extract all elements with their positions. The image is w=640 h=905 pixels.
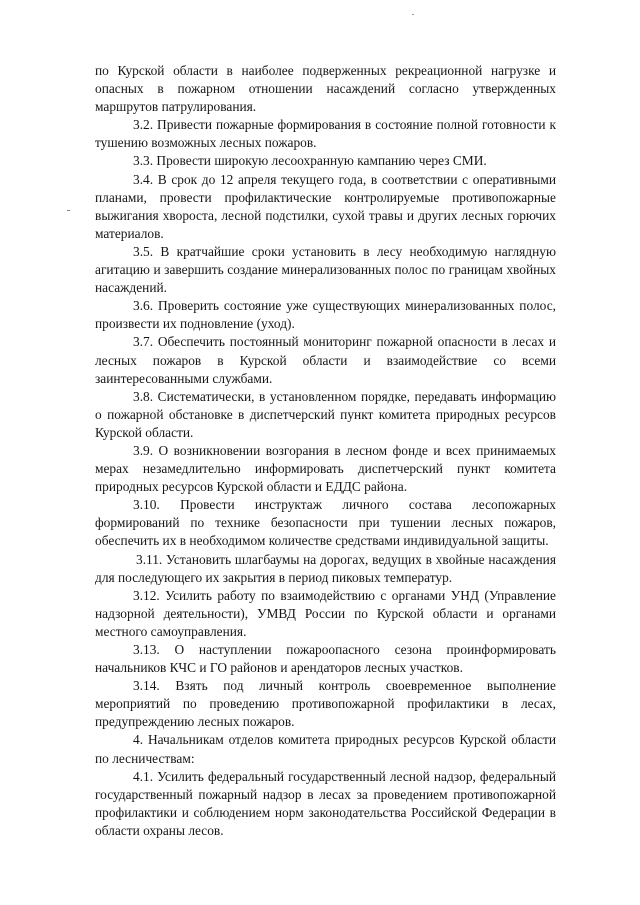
paragraph-3-13: 3.13. О наступлении пожароопасного сезона проинформировать начальников КЧС и ГО районов и арендаторов лесных участков. <box>95 642 556 676</box>
paragraph-3-10: 3.10. Провести инструктаж личного состава лесопожарных формирований по технике безопасности при тушении лесных пожаров, обеспечить их в необходимом количестве средствами индивидуальной защиты. <box>95 497 556 549</box>
scan-artifact-top <box>412 14 414 15</box>
scan-artifact-margin <box>67 210 70 211</box>
paragraph-3-6: 3.6. Проверить состояние уже существующих минерализованных полос, произвести их подновление (уход). <box>95 298 556 332</box>
document-page <box>95 62 556 840</box>
paragraph-continuation: по Курской области в наиболее подверженных рекреационной нагрузке и опасных в пожарном отношении насаждений согласно утвержденных маршрутов патрулирования. <box>95 63 556 115</box>
paragraph-3-2: 3.2. Привести пожарные формирования в состояние полной готовности к тушению возможных лесных пожаров. <box>95 117 556 151</box>
paragraph-3-14: 3.14. Взять под личный контроль своевременное выполнение мероприятий по проведению противопожарной профилактики в лесах, предупреждению лесных пожаров. <box>95 678 556 730</box>
paragraph-3-3: 3.3. Провести широкую лесоохранную кампанию через СМИ. <box>133 153 487 169</box>
paragraph-4: 4. Начальникам отделов комитета природных ресурсов Курской области по лесничествам: <box>95 732 556 766</box>
paragraph-4-1: 4.1. Усилить федеральный государственный лесной надзор, федеральный государственный пожарный надзор в лесах за проведением противопожарной профилактики и соблюдением норм законодательства Российской Федерации в области охраны лесов. <box>95 768 556 838</box>
paragraph-3-12: 3.12. Усилить работу по взаимодействию с органами УНД (Управление надзорной деятельности), УМВД России по Курской области и органами местного самоуправления. <box>95 587 556 639</box>
paragraph-3-5: 3.5. В кратчайшие сроки установить в лесу необходимую наглядную агитацию и завершить создание минерализованных полос по границам хвойных насаждений. <box>95 243 556 296</box>
paragraph-3-8: 3.8. Систематически, в установленном порядке, передавать информацию о пожарной обстановке в диспетчерский пункт комитета природных ресурсов Курской области. <box>95 388 556 440</box>
paragraph-3-4: 3.4. В срок до 12 апреля текущего года, в соответствии с оперативными планами, провести профилактические контролируемые противопожарные выжигания хвороста, лесной подстилки, сухой травы и других лесных горючих материалов. <box>95 171 556 241</box>
paragraph-3-9: 3.9. О возникновении возгорания в лесном фонде и всех принимаемых мерах незамедлительно информировать диспетчерский пункт комитета природных ресурсов Курской области и ЕДДС района. <box>95 442 556 495</box>
paragraph-3-7: 3.7. Обеспечить постоянный мониторинг пожарной опасности в лесах и лесных пожаров в Курской области и взаимодействие со всеми заинтересованными службами. <box>95 334 556 386</box>
paragraph-3-11: 3.11. Установить шлагбаумы на дорогах, ведущих в хвойные насаждения для последующего их закрытия в период пиковых температур. <box>95 551 556 585</box>
